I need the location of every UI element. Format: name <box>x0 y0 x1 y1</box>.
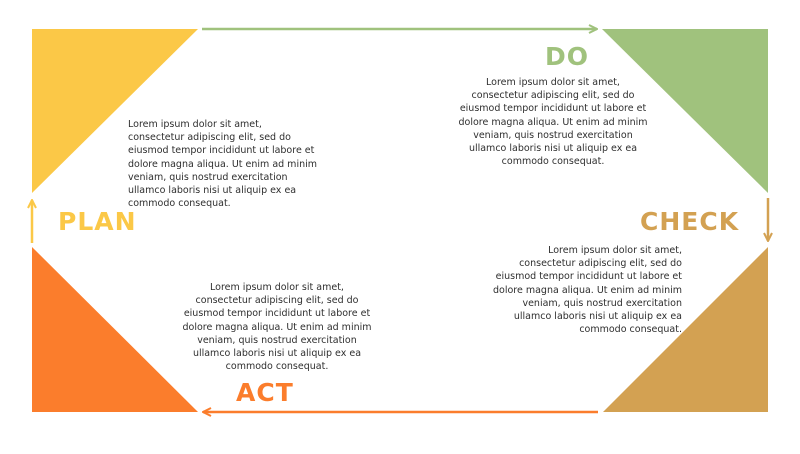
do-label: DO <box>545 42 590 71</box>
act-label: ACT <box>236 378 294 407</box>
plan-label: PLAN <box>58 207 137 236</box>
check-label: CHECK <box>640 207 740 236</box>
do-description: Lorem ipsum dolor sit amet, consectetur adipiscing elit, sed do eiusmod tempor incididunt ut labore et dolore magna aliqua. Ut enim ad minim veniam, quis nostrud exercitation ullamco laboris nisi ut aliquip ex ea commodo consequat. <box>458 77 648 168</box>
plan-description: Lorem ipsum dolor sit amet, consectetur adipiscing elit, sed do eiusmod tempor incididunt ut labore et dolore magna aliqua. Ut enim ad minim veniam, quis nostrud exercitation ullamco laboris nisi ut aliquip ex ea commodo consequat. <box>128 119 317 210</box>
check-description: Lorem ipsum dolor sit amet, consectetur adipiscing elit, sed do eiusmod tempor incididunt ut labore et dolore magna aliqua. Ut enim ad minim veniam, quis nostrud exercitation ullamco laboris nisi ut aliquip ex ea commodo consequat. <box>493 245 682 336</box>
act-description: Lorem ipsum dolor sit amet, consectetur adipiscing elit, sed do eiusmod tempor incididunt ut labore et dolore magna aliqua. Ut enim ad minim veniam, quis nostrud exercitation ullamco laboris nisi ut aliquip ex ea commodo consequat. <box>182 282 372 373</box>
